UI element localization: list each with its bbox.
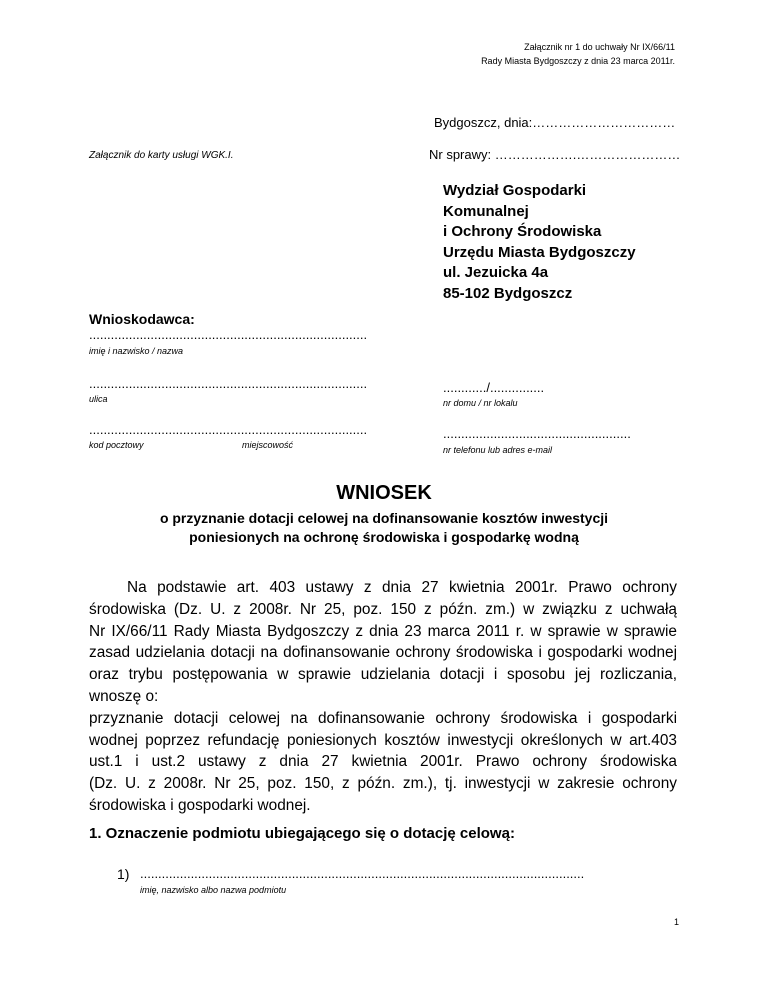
addressee-line: Urzędu Miasta Bydgoszczy xyxy=(443,243,636,261)
applicant-house-label: nr domu / nr lokalu xyxy=(443,398,518,408)
body-line: oraz trybu postępowania w sprawie udzielania dotacji i sposobu jej rozliczania, xyxy=(89,666,677,684)
section-1-heading: 1. Oznaczenie podmiotu ubiegającego się o dotację celową: xyxy=(89,825,515,842)
document-title: WNIOSEK xyxy=(336,482,432,504)
section-1-item-label: imię, nazwisko albo nazwa podmiotu xyxy=(140,885,287,895)
addressee-line: i Ochrony Środowiska xyxy=(443,223,602,240)
applicant-house-field[interactable]: ............/............... xyxy=(443,380,545,395)
body-paragraph xyxy=(89,577,677,817)
addressee-line: Wydział Gospodarki xyxy=(443,182,587,199)
addressee-line: ul. Jezuicka 4a xyxy=(443,264,549,281)
addressee-line: Komunalnej xyxy=(443,202,529,220)
applicant-postal-field[interactable]: ............................................................................. xyxy=(89,422,368,437)
body-line: ust.1 i ust.2 ustawy z dnia 27 kwietnia 2001r. Prawo ochrony środowiska xyxy=(89,753,677,771)
document-subtitle-line-2: poniesionych na ochronę środowiska i gospodarkę wodną xyxy=(189,529,579,545)
applicant-name-field[interactable]: ............................................................................. xyxy=(89,327,368,342)
body-line: środowiska (Dz. U. z 2008r. Nr 25, poz. 150 z późn. zm.) w związku z uchwałą xyxy=(89,600,677,618)
applicant-phone-label: nr telefonu lub adres e-mail xyxy=(443,445,553,455)
applicant-heading: Wnioskodawca: xyxy=(89,311,195,327)
applicant-phone-field[interactable]: .................................................... xyxy=(443,426,631,441)
applicant-name-label: imię i nazwisko / nazwa xyxy=(89,346,184,356)
addressee-line: 85-102 Bydgoszcz xyxy=(443,284,573,302)
applicant-street-field[interactable]: ............................................................................. xyxy=(89,376,368,391)
applicant-street-label: ulica xyxy=(89,394,108,404)
body-line: Na podstawie art. 403 ustawy z dnia 27 kwietnia 2001r. Prawo ochrony xyxy=(127,579,677,596)
body-line: Nr IX/66/11 Rady Miasta Bydgoszczy z dnia 23 marca 2011 r. w sprawie w sprawie xyxy=(89,622,677,640)
page-number: 1 xyxy=(674,917,680,927)
addressee-block xyxy=(443,181,636,304)
section-1-item-field[interactable]: ........................................................................................................................... xyxy=(140,866,585,881)
annex-line-2: Rady Miasta Bydgoszczy z dnia 23 marca 2011r. xyxy=(481,56,675,66)
document-subtitle-line-1: o przyznanie dotacji celowej na dofinansowanie kosztów inwestycji xyxy=(159,510,609,526)
body-line: przyznanie dotacji celowej na dofinansowanie ochrony środowiska i gospodarki xyxy=(89,709,677,727)
section-1-item-number: 1) xyxy=(117,866,130,882)
body-line: wodnej poprzez refundację poniesionych kosztów inwestycji określonych w art.403 xyxy=(89,731,677,749)
case-number-line: Nr sprawy: ……………….…………………… xyxy=(429,147,681,162)
date-line: Bydgoszcz, dnia:…………………………… xyxy=(434,115,676,130)
applicant-postal-label: kod pocztowy xyxy=(89,440,144,450)
body-line: środowiska i gospodarki wodnej. xyxy=(89,796,311,814)
card-annex-label: Załącznik do karty usługi WGK.I. xyxy=(89,150,234,161)
applicant-city-label: miejscowość xyxy=(242,440,294,450)
body-line: (Dz. U. z 2008r. Nr 25, poz. 150, z późn. zm.), tj. inwestycji w zakresie ochrony xyxy=(89,775,677,793)
body-line: wnoszę o: xyxy=(89,687,159,705)
annex-line-1: Załącznik nr 1 do uchwały Nr IX/66/11 xyxy=(524,42,675,52)
body-line: zasad udzielania dotacji na dofinansowanie ochrony środowiska i gospodarki wodnej xyxy=(89,644,677,662)
